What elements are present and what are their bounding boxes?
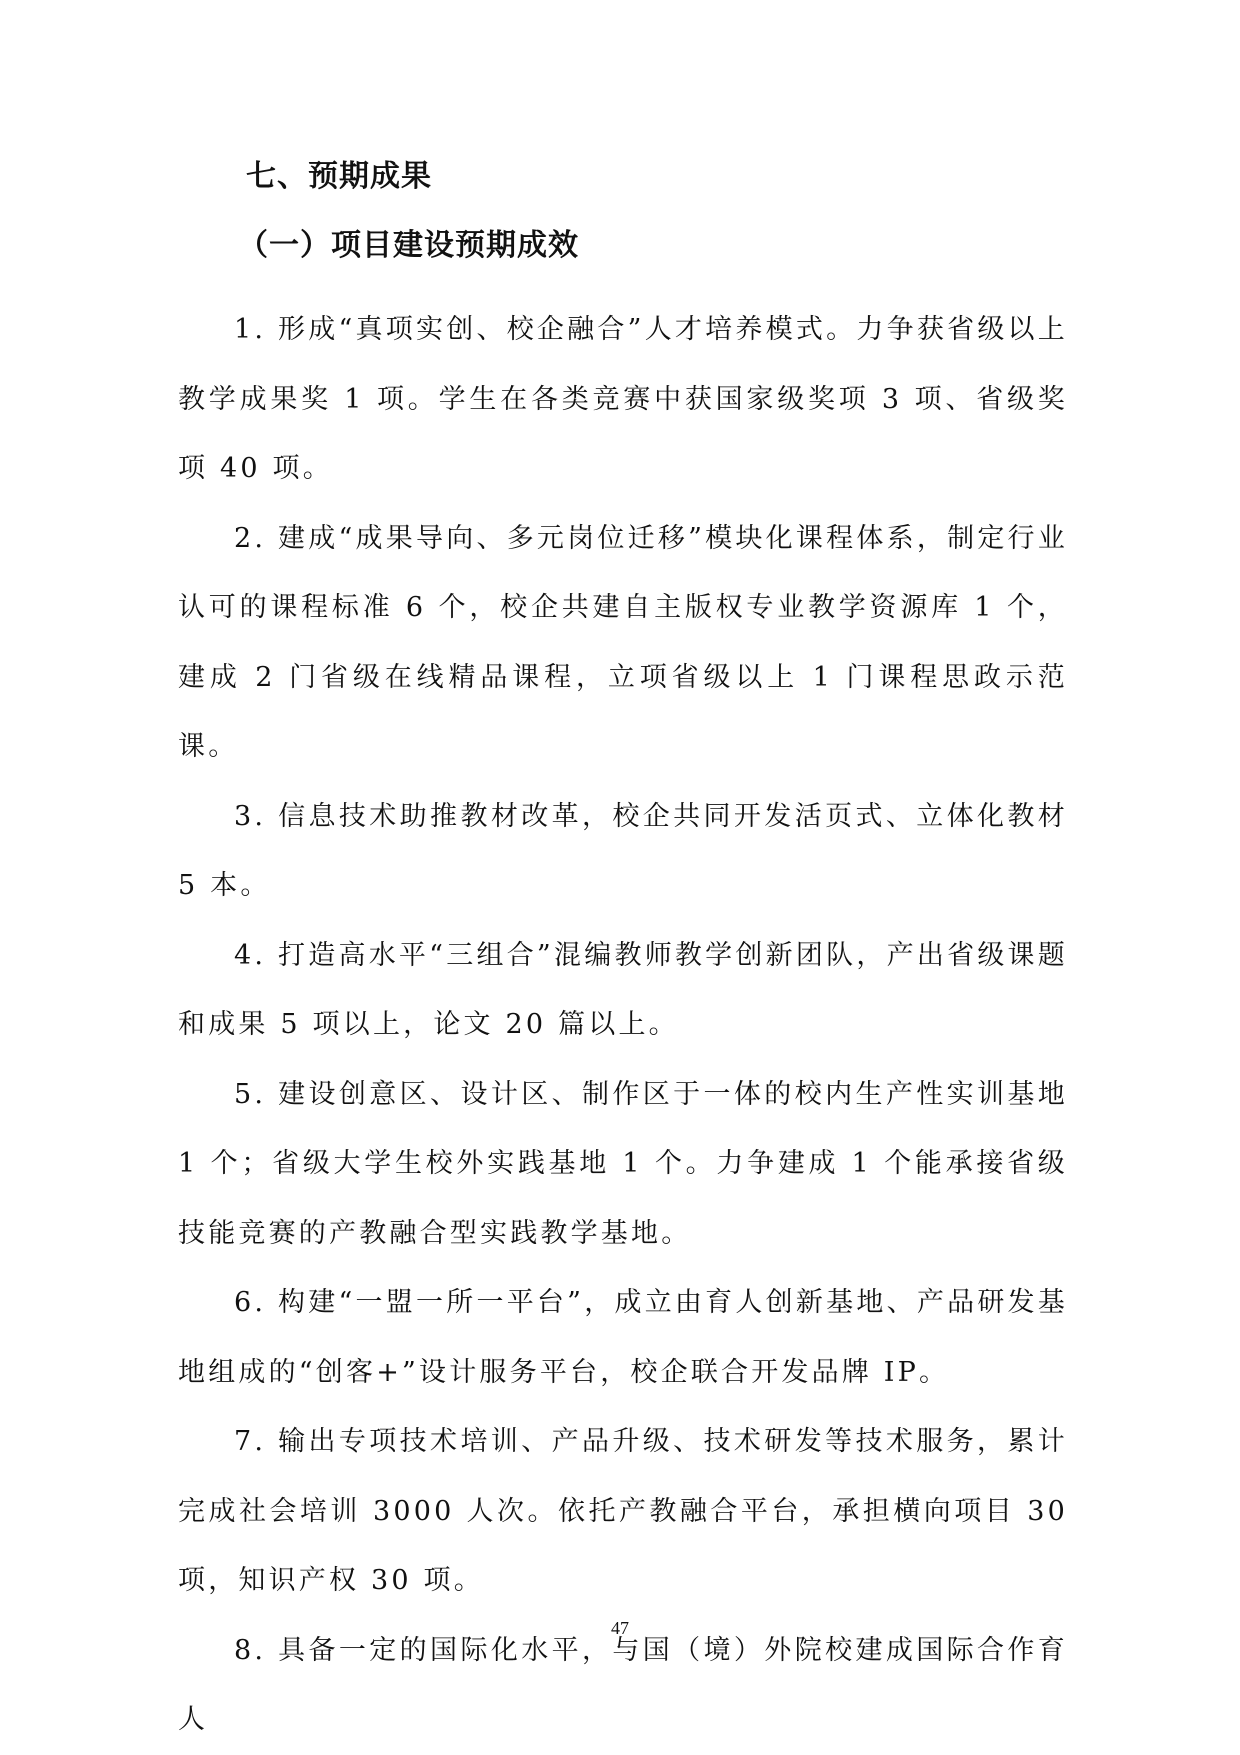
paragraph-2: 2. 建成“成果导向、多元岗位迁移”模块化课程体系，制定行业认可的课程标准 6 个，校企共建自主版权专业教学资源库 1 个，建成 2 门省级在线精品课程，立项省级以上 1 门课程思政示范课。: [178, 522, 1068, 762]
paragraph-7: 7. 输出专项技术培训、产品升级、技术研发等技术服务，累计完成社会培训 3000 人次。依托产教融合平台，承担横向项目 30 项，知识产权 30 项。: [178, 1426, 1068, 1596]
paragraph-8: 8. 具备一定的国际化水平，与国（境）外院校建成国际合作育人: [178, 1634, 1068, 1735]
section-title: 七、预期成果: [246, 159, 432, 194]
paragraph-5: 5. 建设创意区、设计区、制作区于一体的校内生产性实训基地 1 个；省级大学生校外实践基地 1 个。力争建成 1 个能承接省级技能竞赛的产教融合型实践教学基地。: [178, 1078, 1068, 1249]
paragraph-4: 4. 打造高水平“三组合”混编教师教学创新团队，产出省级课题和成果 5 项以上，论文 20 篇以上。: [178, 939, 1068, 1040]
paragraph-3: 3. 信息技术助推教材改革，校企共同开发活页式、立体化教材 5 本。: [178, 800, 1068, 901]
paragraph-1: 1. 形成“真项实创、校企融合”人才培养模式。力争获省级以上教学成果奖 1 项。学生在各类竞赛中获国家级奖项 3 项、省级奖项 40 项。: [178, 314, 1068, 484]
page-number: 47: [611, 1618, 629, 1638]
paragraph-6: 6. 构建“一盟一所一平台”，成立由育人创新基地、产品研发基地组成的“创客+”设计服务平台，校企联合开发品牌 IP。: [178, 1287, 1068, 1388]
body-text: [178, 295, 1068, 1755]
subsection-title: （一）项目建设预期成效: [238, 228, 579, 263]
